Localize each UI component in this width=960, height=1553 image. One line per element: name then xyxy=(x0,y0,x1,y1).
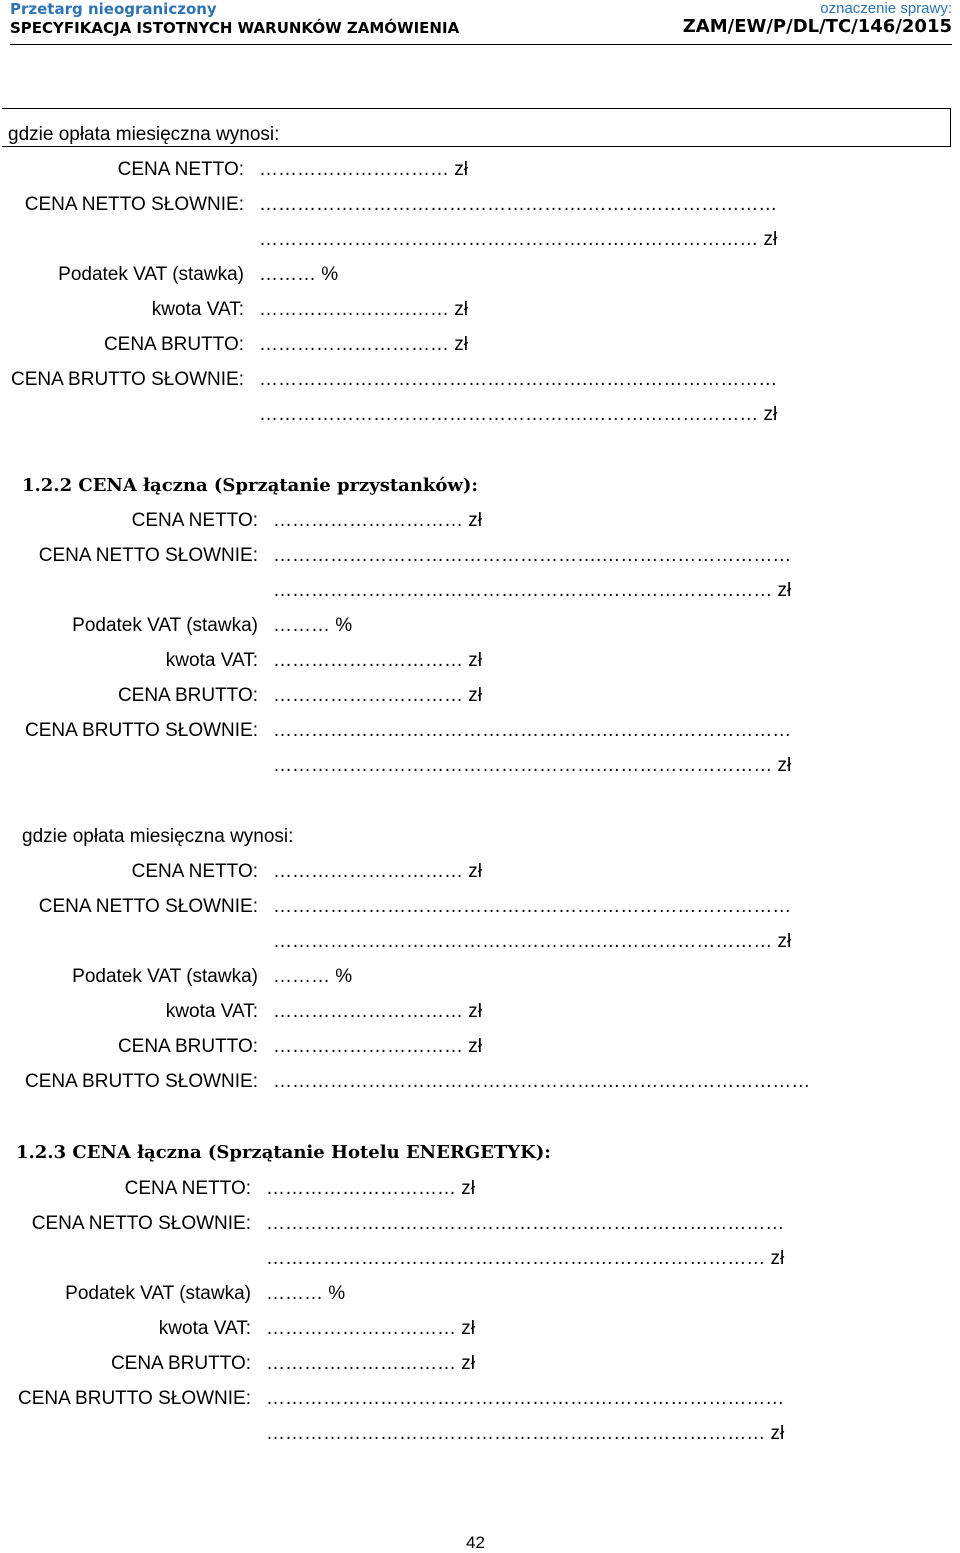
case-label: oznaczenie sprawy: xyxy=(820,0,952,17)
vat-rate-field[interactable]: ……… % xyxy=(266,1283,346,1304)
gross-price-field[interactable]: ………………………… zł xyxy=(259,334,468,355)
net-words-label: CENA NETTO SŁOWNIE: xyxy=(24,194,244,215)
vat-rate-field[interactable]: ……… % xyxy=(273,615,353,636)
gross-price-field[interactable]: ………………………… zł xyxy=(273,1036,482,1057)
section-heading-1-2-3: 1.2.3 CENA łączna (Sprzątanie Hotelu ENERGETYK): xyxy=(16,1142,551,1163)
vat-rate-label: Podatek VAT (stawka) xyxy=(65,1283,251,1304)
gross-words-label: CENA BRUTTO SŁOWNIE: xyxy=(18,1388,251,1409)
gross-price-label: CENA BRUTTO: xyxy=(110,1353,251,1374)
net-words-field-line2[interactable]: …………………………………………….……………………… zł xyxy=(273,931,792,952)
vat-amount-label: kwota VAT: xyxy=(165,650,258,671)
net-words-field[interactable]: …………………………………………….………………………… xyxy=(273,545,792,566)
case-number: ZAM/EW/P/DL/TC/146/2015 xyxy=(682,16,952,37)
gross-words-label: CENA BRUTTO SŁOWNIE: xyxy=(25,1071,258,1092)
gross-price-label: CENA BRUTTO: xyxy=(117,685,258,706)
vat-amount-field[interactable]: ………………………… zł xyxy=(273,650,482,671)
gross-words-field-line2[interactable]: …………………………………………….……………………… zł xyxy=(259,404,778,425)
page-number: 42 xyxy=(466,1533,485,1552)
net-words-field[interactable]: …………………………………………….………………………… xyxy=(266,1213,785,1234)
gross-words-field[interactable]: …………………………………………….………………………… xyxy=(266,1388,785,1409)
vat-rate-label: Podatek VAT (stawka) xyxy=(72,966,258,987)
vat-rate-field[interactable]: ……… % xyxy=(259,264,339,285)
gross-words-field-line2[interactable]: …………………………………………….……………………… zł xyxy=(266,1423,785,1444)
net-words-field-line2[interactable]: …………………………………………….……………………… zł xyxy=(266,1248,785,1269)
gross-words-field[interactable]: …………………………………………….………………………… xyxy=(273,720,792,741)
net-words-label: CENA NETTO SŁOWNIE: xyxy=(31,1213,251,1234)
net-price-label: CENA NETTO: xyxy=(117,159,244,180)
vat-amount-field[interactable]: ………………………… zł xyxy=(266,1318,475,1339)
tender-type: Przetarg nieograniczony xyxy=(10,0,217,18)
net-price-field[interactable]: ………………………… zł xyxy=(273,861,482,882)
net-price-label: CENA NETTO: xyxy=(131,510,258,531)
vat-rate-label: Podatek VAT (stawka) xyxy=(72,615,258,636)
net-words-label: CENA NETTO SŁOWNIE: xyxy=(38,545,258,566)
net-words-field-line2[interactable]: …………………………………………….……………………… zł xyxy=(259,229,778,250)
vat-rate-label: Podatek VAT (stawka) xyxy=(58,264,244,285)
net-price-field[interactable]: ………………………… zł xyxy=(259,159,468,180)
section-heading-1-2-2: 1.2.2 CENA łączna (Sprzątanie przystanków): xyxy=(22,475,479,496)
gross-price-field[interactable]: ………………………… zł xyxy=(273,685,482,706)
vat-amount-label: kwota VAT: xyxy=(151,299,244,320)
net-words-field[interactable]: …………………………………………….………………………… xyxy=(273,896,792,917)
gross-price-label: CENA BRUTTO: xyxy=(117,1036,258,1057)
vat-amount-label: kwota VAT: xyxy=(165,1001,258,1022)
net-price-label: CENA NETTO: xyxy=(124,1178,251,1199)
net-price-label: CENA NETTO: xyxy=(131,861,258,882)
gross-words-label: CENA BRUTTO SŁOWNIE: xyxy=(25,720,258,741)
gross-price-field[interactable]: ………………………… zł xyxy=(266,1353,475,1374)
gross-words-label: CENA BRUTTO SŁOWNIE: xyxy=(11,369,244,390)
gross-price-label: CENA BRUTTO: xyxy=(103,334,244,355)
vat-amount-label: kwota VAT: xyxy=(158,1318,251,1339)
net-price-field[interactable]: ………………………… zł xyxy=(273,510,482,531)
document-name: SPECYFIKACJA ISTOTNYCH WARUNKÓW ZAMÓWIENIA xyxy=(10,19,460,37)
vat-amount-field[interactable]: ………………………… zł xyxy=(259,299,468,320)
vat-amount-field[interactable]: ………………………… zł xyxy=(273,1001,482,1022)
gross-words-field[interactable]: …………………………………………….………………………… xyxy=(259,369,778,390)
gross-words-field-line2[interactable]: …………………………………………….……………………… zł xyxy=(273,755,792,776)
vat-rate-field[interactable]: ……… % xyxy=(273,966,353,987)
gross-words-field[interactable]: …………………………………………….…………………………… xyxy=(273,1071,811,1092)
net-words-field[interactable]: …………………………………………….………………………… xyxy=(259,194,778,215)
net-price-field[interactable]: ………………………… zł xyxy=(266,1178,475,1199)
net-words-label: CENA NETTO SŁOWNIE: xyxy=(38,896,258,917)
net-words-field-line2[interactable]: …………………………………………….……………………… zł xyxy=(273,580,792,601)
monthly-fee-label: gdzie opłata miesięczna wynosi: xyxy=(22,826,294,847)
page-header xyxy=(10,0,952,45)
monthly-fee-label: gdzie opłata miesięczna wynosi: xyxy=(8,124,280,145)
